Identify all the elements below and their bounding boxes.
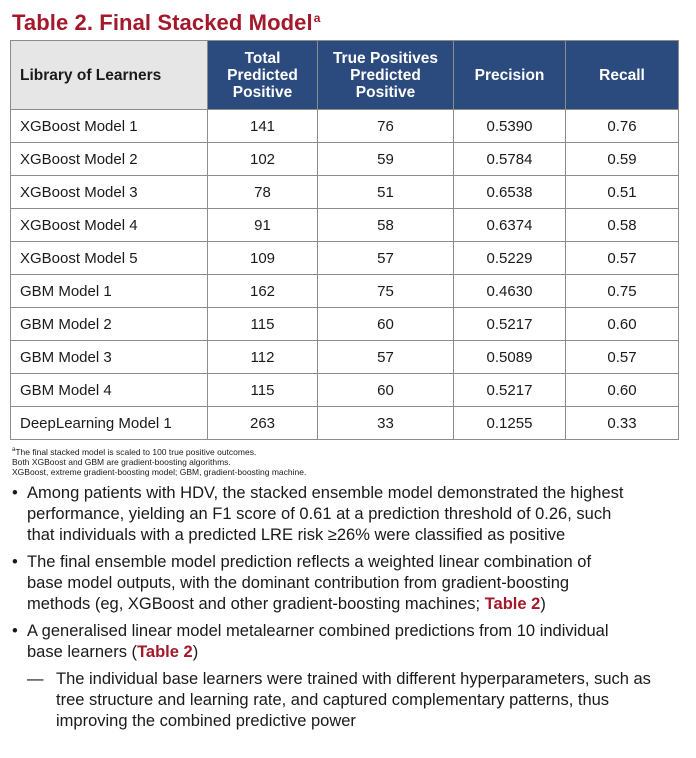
total-predicted-positive-cell: 115 (208, 308, 318, 341)
true-positives-cell: 57 (318, 242, 454, 275)
bullet-text: Among patients with HDV, the stacked ensemble model demonstrated the highest performance, yielding an F1 score of 0.61 at a prediction threshold of 0.26, such that individuals with a predicted LRE risk ≥26% were classified as positive (27, 484, 624, 544)
bullet-marker: • (12, 553, 18, 571)
bullet-marker: • (12, 622, 18, 640)
list-item (0, 552, 627, 615)
precision-cell: 0.5229 (454, 242, 566, 275)
em-dash-marker: — (27, 670, 44, 688)
learner-name-cell: XGBoost Model 4 (11, 209, 208, 242)
learner-name-cell: XGBoost Model 5 (11, 242, 208, 275)
key-findings-list (0, 483, 696, 732)
table-row (11, 209, 679, 242)
precision-cell: 0.5217 (454, 374, 566, 407)
table-title-text: Table 2. Final Stacked Model (12, 10, 313, 35)
true-positives-cell: 58 (318, 209, 454, 242)
recall-cell: 0.60 (566, 374, 679, 407)
precision-cell: 0.4630 (454, 275, 566, 308)
recall-cell: 0.33 (566, 407, 679, 440)
total-predicted-positive-cell: 141 (208, 110, 318, 143)
column-header-total-predicted-positive: Total Predicted Positive (208, 41, 318, 110)
learner-name-cell: XGBoost Model 3 (11, 176, 208, 209)
precision-cell: 0.5089 (454, 341, 566, 374)
table-row (11, 143, 679, 176)
table-row (11, 110, 679, 143)
footnote-a-marker: a (12, 447, 16, 453)
learner-name-cell: XGBoost Model 2 (11, 143, 208, 176)
bullet-marker: • (12, 484, 18, 502)
precision-cell: 0.6374 (454, 209, 566, 242)
recall-cell: 0.57 (566, 242, 679, 275)
precision-cell: 0.5217 (454, 308, 566, 341)
recall-cell: 0.76 (566, 110, 679, 143)
total-predicted-positive-cell: 109 (208, 242, 318, 275)
recall-cell: 0.57 (566, 341, 679, 374)
footnote-a (12, 445, 672, 457)
sub-list-item (0, 669, 656, 732)
total-predicted-positive-cell: 263 (208, 407, 318, 440)
table-footnotes (12, 445, 672, 477)
table-header-row (11, 41, 679, 110)
true-positives-cell: 59 (318, 143, 454, 176)
total-predicted-positive-cell: 112 (208, 341, 318, 374)
table-row (11, 176, 679, 209)
table-row (11, 275, 679, 308)
recall-cell: 0.60 (566, 308, 679, 341)
true-positives-cell: 75 (318, 275, 454, 308)
column-header-true-positives-predicted-positive: True Positives Predicted Positive (318, 41, 454, 110)
footnote-a-text: The final stacked model is scaled to 100 true positive outcomes. (15, 446, 257, 457)
true-positives-cell: 33 (318, 407, 454, 440)
final-stacked-model-table (10, 40, 679, 440)
footnote-line-2: Both XGBoost and GBM are gradient-boosting algorithms. (12, 456, 231, 467)
total-predicted-positive-cell: 91 (208, 209, 318, 242)
precision-cell: 0.1255 (454, 407, 566, 440)
table-row (11, 308, 679, 341)
true-positives-cell: 51 (318, 176, 454, 209)
footnote-line-3: XGBoost, extreme gradient-boosting model; GBM, gradient-boosting machine. (12, 466, 307, 477)
precision-cell: 0.6538 (454, 176, 566, 209)
table-title (12, 10, 320, 36)
total-predicted-positive-cell: 78 (208, 176, 318, 209)
bullet-text: The final ensemble model prediction reflects a weighted linear combination of base model outputs, with the dominant contribution from gradient-boosting methods (eg, XGBoost and other gradient-boosting machines; (27, 553, 592, 613)
learner-name-cell: DeepLearning Model 1 (11, 407, 208, 440)
learner-name-cell: GBM Model 3 (11, 341, 208, 374)
recall-cell: 0.58 (566, 209, 679, 242)
column-header-library-of-learners: Library of Learners (11, 41, 208, 110)
bullet-text-end: ) (540, 595, 546, 613)
sub-bullet-text: The individual base learners were trained with different hyperparameters, such as tree structure and learning rate, and captured complementary patterns, thus improving the combined predictive power (56, 670, 651, 730)
column-header-recall: Recall (566, 41, 679, 110)
table-row (11, 242, 679, 275)
table-title-footnote-marker: a (313, 10, 321, 25)
total-predicted-positive-cell: 102 (208, 143, 318, 176)
list-item (0, 621, 627, 663)
recall-cell: 0.51 (566, 176, 679, 209)
precision-cell: 0.5390 (454, 110, 566, 143)
bullet-text: A generalised linear model metalearner combined predictions from 10 individual base learners ( (27, 622, 609, 661)
bullet-text-end: ) (192, 643, 199, 661)
column-header-precision: Precision (454, 41, 566, 110)
true-positives-cell: 57 (318, 341, 454, 374)
table-row (11, 374, 679, 407)
learner-name-cell: XGBoost Model 1 (11, 110, 208, 143)
recall-cell: 0.75 (566, 275, 679, 308)
true-positives-cell: 60 (318, 308, 454, 341)
learner-name-cell: GBM Model 1 (11, 275, 208, 308)
table-2-link[interactable]: Table 2 (484, 595, 541, 613)
total-predicted-positive-cell: 115 (208, 374, 318, 407)
precision-cell: 0.5784 (454, 143, 566, 176)
list-item (0, 483, 627, 546)
learner-name-cell: GBM Model 4 (11, 374, 208, 407)
recall-cell: 0.59 (566, 143, 679, 176)
table-2-link[interactable]: Table 2 (137, 643, 193, 661)
true-positives-cell: 76 (318, 110, 454, 143)
total-predicted-positive-cell: 162 (208, 275, 318, 308)
table-row (11, 341, 679, 374)
true-positives-cell: 60 (318, 374, 454, 407)
table-row (11, 407, 679, 440)
learner-name-cell: GBM Model 2 (11, 308, 208, 341)
